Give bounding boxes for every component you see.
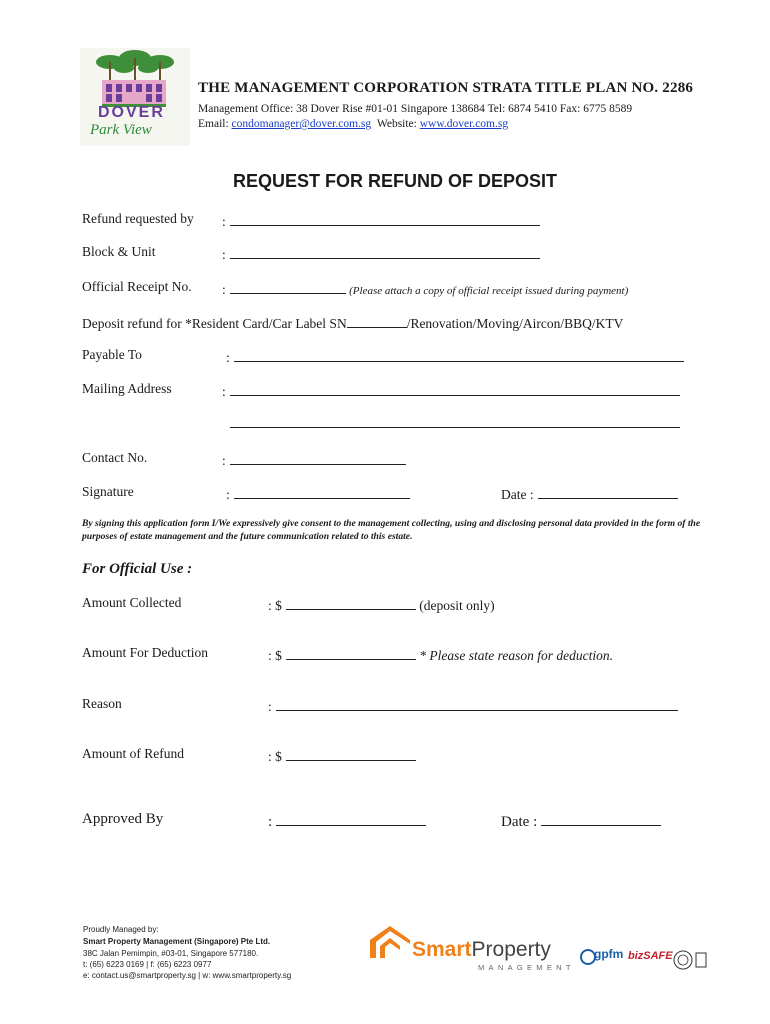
colon: : [226,350,230,365]
colon: : [222,247,226,262]
deposit-only-note: (deposit only) [419,598,495,613]
colon: : [222,214,226,229]
footer-managed-by: Proudly Managed by: [83,925,159,934]
block-unit-field[interactable] [222,244,540,263]
payable-to-field[interactable] [226,347,684,366]
amount-deduction-field[interactable] [268,645,613,664]
contact-no-field[interactable] [222,450,406,469]
website-link[interactable]: www.dover.com.sg [419,118,509,130]
bizsafe-badge: bizSAFE [628,950,673,962]
logo-text-park-view: Park View [90,122,152,138]
colon-dollar: : $ [268,648,282,663]
payable-to-label: Payable To [82,347,142,362]
footer-contacts: e: contact.us@smartproperty.sg | w: www.smartproperty.sg [83,971,292,980]
date-label: Date : [501,487,534,502]
certification-seal-icon [672,948,710,977]
email-label: Email: [198,118,229,130]
official-receipt-field[interactable] [222,279,628,298]
website-label: Website: [376,118,417,130]
colon: : [268,814,273,830]
colon: : [268,699,272,714]
amount-collected-field[interactable] [268,595,495,614]
deposit-refund-for-row [82,313,623,332]
block-unit-label: Block & Unit [82,244,156,259]
dover-park-view-logo [80,48,190,146]
contact-links [198,118,508,130]
refund-requested-by-field[interactable] [222,211,540,230]
brand-management: MANAGEMENT [478,963,575,972]
smart-property-wordmark [412,938,551,962]
refund-requested-by-label: Refund requested by [82,211,194,226]
mailing-address-line-2[interactable] [230,427,680,428]
reason-label: Reason [82,696,122,711]
consent-statement: By signing this application form I/We expressively give consent to the management collecting, using and disclosing personal data provided in the form of the purposes of estate management and the future communication related to this estate. [82,518,701,542]
signature-field[interactable] [226,484,410,503]
amount-refund-field[interactable] [268,746,416,765]
footer-address: 38C Jalan Pemimpin, #03-01, Singapore 577180. [83,949,259,958]
email-link[interactable]: condomanager@dover.com.sg [231,118,372,130]
serial-number-field[interactable] [347,313,407,328]
approved-by-label: Approved By [82,811,164,827]
office-address: Management Office: 38 Dover Rise #01-01 Singapore 138684 Tel: 6874 5410 Fax: 6775 8589 [198,103,633,115]
smart-property-logo-icon [368,924,412,963]
colon-dollar: : $ [268,749,282,764]
receipt-note: (Please attach a copy of official receipt issued during payment) [349,285,629,297]
mcst-title: THE MANAGEMENT CORPORATION STRATA TITLE PLAN NO. 2286 [198,80,694,96]
colon: : [222,453,226,468]
signature-date-field[interactable] [501,484,678,503]
reason-field[interactable] [268,696,678,715]
mailing-address-field[interactable] [222,381,680,400]
gpfm-text: gpfm [594,947,624,961]
amount-refund-label: Amount of Refund [82,746,184,761]
amount-collected-label: Amount Collected [82,595,182,610]
official-use-heading: For Official Use : [82,561,193,577]
official-receipt-label: Official Receipt No. [82,279,192,294]
deposit-refund-options: /Renovation/Moving/Aircon/BBQ/KTV [406,316,624,331]
colon: : [222,282,226,297]
footer-company: Smart Property Management (Singapore) Pte Ltd. [83,937,271,946]
colon-dollar: : $ [268,598,282,613]
brand-property: Property [471,938,551,961]
colon: : [222,384,226,399]
form-title: REQUEST FOR REFUND OF DEPOSIT [232,171,558,191]
date-label: Date : [501,814,538,830]
footer-phones: t: (65) 6223 0169 | f: (65) 6223 0977 [83,960,212,969]
brand-smart: Smart [412,938,472,961]
gpfm-badge [580,944,624,970]
deduction-note: * Please state reason for deduction. [419,648,613,663]
deposit-refund-for-label: Deposit refund for *Resident Card/Car Label SN [82,316,347,331]
logo-text-dover: DOVER [98,104,165,121]
contact-no-label: Contact No. [82,450,148,465]
approved-date-field[interactable] [501,811,661,831]
approved-by-field[interactable] [268,811,426,831]
mailing-address-label: Mailing Address [82,381,172,396]
colon: : [226,487,230,502]
signature-label: Signature [82,484,134,499]
amount-deduction-label: Amount For Deduction [82,645,208,660]
